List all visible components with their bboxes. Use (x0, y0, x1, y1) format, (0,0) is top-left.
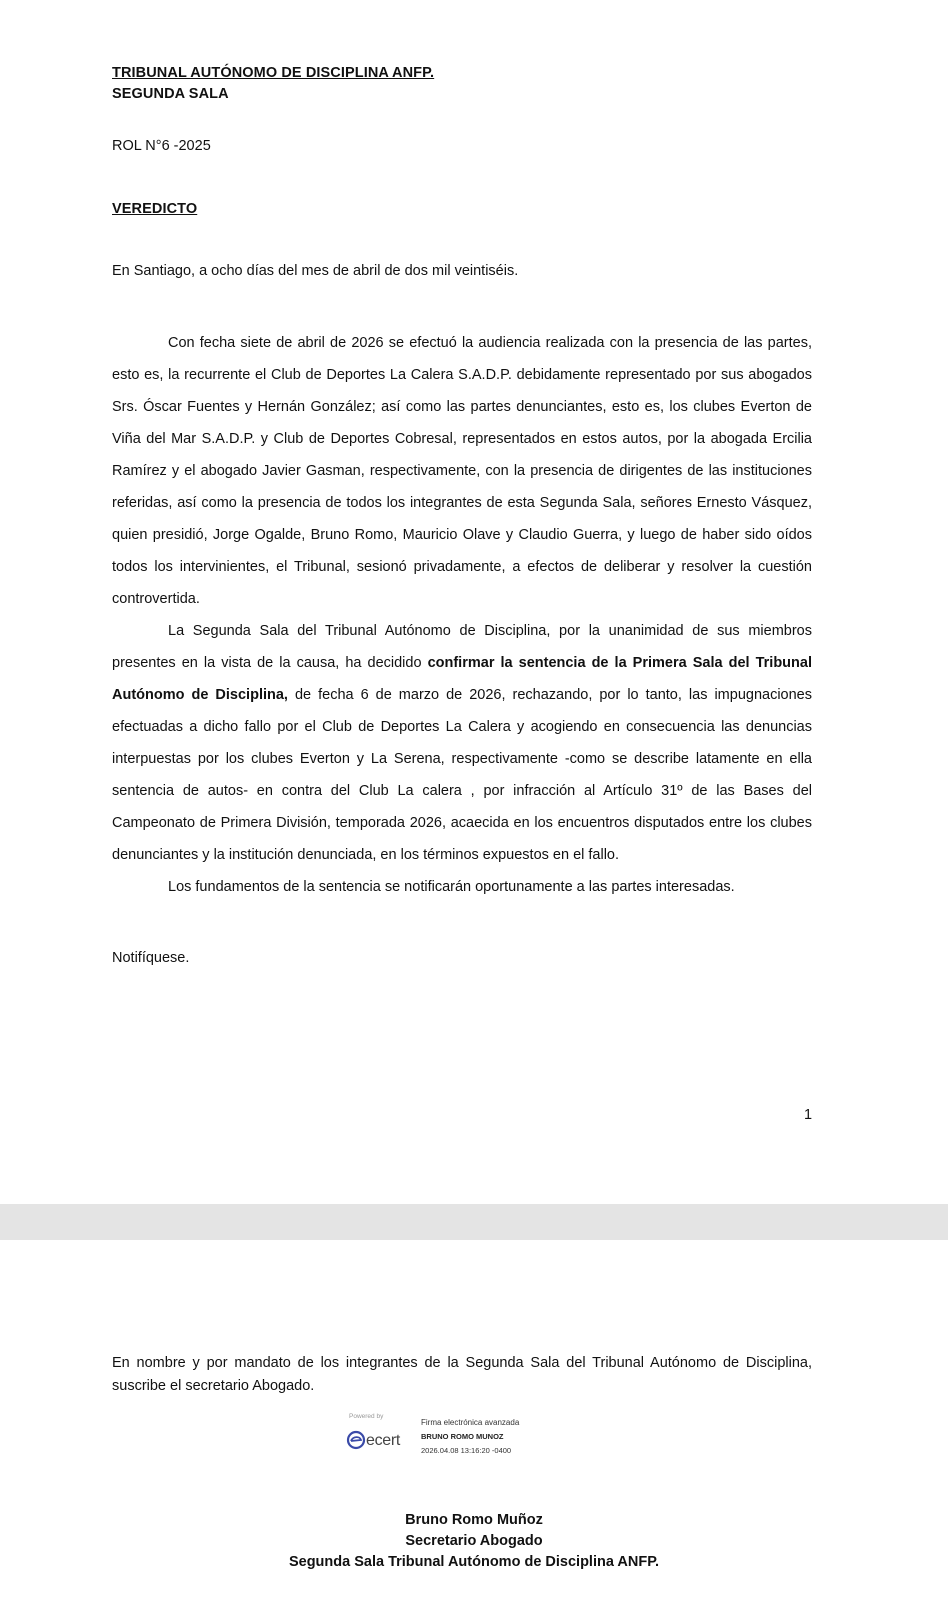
mandate-text: En nombre y por mandato de los integrantes de la Segunda Sala del Tribunal Autónomo de Disciplina, suscribe el secretario Abogado. (112, 1355, 812, 1394)
signer-name-stamp: BRUNO ROMO MUNOZ (421, 1432, 504, 1441)
electronic-signature-stamp (346, 1413, 546, 1461)
powered-by-label: Powered by (349, 1413, 384, 1420)
veredicto-heading: VEREDICTO (112, 201, 198, 217)
ecert-logo-icon (346, 1430, 366, 1450)
sala-heading: SEGUNDA SALA (112, 86, 229, 102)
decision-text-end: de fecha 6 de marzo de 2026, rechazando, por lo tanto, las impugnaciones efectuadas a dicho fallo por el Club de Deportes La Calera y acogiendo en consecuencia las denuncias interpuestas por los clubes Everton y La Serena, respectivamente -como se describe latamente en ella sentencia de autos- en contra del Club La calera , por infracción al Artículo 31º de las Bases del Campeonato de Primera División, temporada 2026, acaecida en los encuentros disputados entre los clubes denunciantes y la institución denunciada, en los términos expuestos en el fallo. (112, 687, 812, 863)
paragraph-hearing: Con fecha siete de abril de 2026 se efectuó la audiencia realizada con la presencia de las partes, esto es, la recurrente el Club de Deportes La Calera S.A.D.P. debidamente representado por sus abogados Srs. Óscar Fuentes y Hernán González; así como las partes denunciantes, esto es, los clubes Everton de Viña del Mar S.A.D.P. y Club de Deportes Cobresal, representados en estos autos, por la abogada Ercilia Ramírez y el abogado Javier Gasman, respectivamente, con la presencia de dirigentes de las instituciones referidas, así como la presencia de todos los integrantes de esta Segunda Sala, señores Ernesto Vásquez, quien presidió, Jorge Ogalde, Bruno Romo, Mauricio Olave y Claudio Guerra, y luego de haber sido oídos todos los intervinientes, el Tribunal, sesionó privadamente, a efectos de deliberar y resolver la cuestión controvertida. (112, 335, 812, 607)
signatory-role: Secretario Abogado (405, 1533, 543, 1549)
ecert-brand: ecert (366, 1432, 401, 1449)
page-number: 1 (804, 1107, 813, 1123)
rol-number: ROL N°6 -2025 (112, 138, 211, 154)
tribunal-heading: TRIBUNAL AUTÓNOMO DE DISCIPLINA ANFP. (112, 65, 435, 81)
decision-bold: confirmar la sentencia de la Primera Sala del Tribunal Autónomo de Disciplina, (112, 655, 812, 703)
signatory-name: Bruno Romo Muñoz (405, 1512, 543, 1528)
verdict-body (112, 327, 812, 903)
signature-timestamp: 2026.04.08 13:16:20 -0400 (421, 1446, 512, 1455)
intro-line: En Santiago, a ocho días del mes de abril de dos mil veintiséis. (112, 263, 519, 279)
signatory-body: Segunda Sala Tribunal Autónomo de Disciplina ANFP. (288, 1554, 660, 1570)
decision-text-start: La Segunda Sala del Tribunal Autónomo de Disciplina, por la unanimidad de sus miembros presentes en la vista de la causa, ha decidido (112, 623, 812, 671)
signature-type-label: Firma electrónica avanzada (421, 1418, 520, 1427)
notifiquese: Notifíquese. (112, 950, 190, 966)
page-separator (0, 1204, 948, 1240)
paragraph-notification: Los fundamentos de la sentencia se notificarán oportunamente a las partes interesadas. (168, 879, 735, 895)
paragraph-decision (112, 615, 812, 871)
